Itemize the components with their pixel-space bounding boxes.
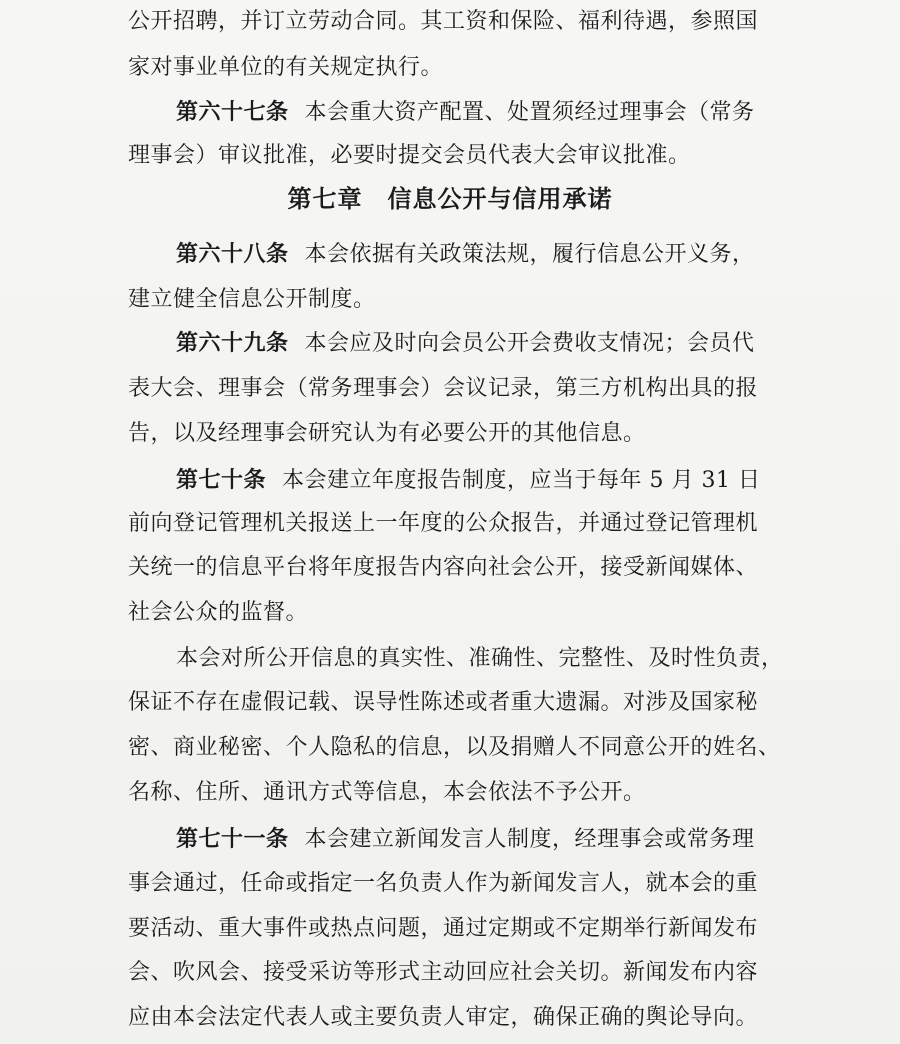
article-70-line	[176, 466, 798, 496]
article-69-heading: 第六十九条	[176, 331, 289, 356]
body-text-line: 前向登记管理机关报送上一年度的公众报告，并通过登记管理机	[128, 511, 759, 536]
article-68-text: 本会依据有关政策法规，履行信息公开义务，	[304, 242, 755, 267]
body-text-line: 本会对所公开信息的真实性、准确性、完整性、及时性负责，	[176, 646, 784, 671]
chapter-title: 第七章 信息公开与信用承诺	[287, 185, 613, 213]
body-text-line: 家对事业单位的有关规定执行。	[128, 55, 444, 80]
body-text-line: 名称、住所、通讯方式等信息，本会依法不予公开。	[128, 780, 646, 805]
article-67-line	[176, 98, 798, 128]
article-70-heading: 第七十条	[176, 468, 267, 493]
body-text-line: 会、吹风会、接受采访等形式主动回应社会关切。新闻发布内容	[128, 960, 759, 985]
body-text-line: 保证不存在虚假记载、误导性陈述或者重大遗漏。对涉及国家秘	[128, 690, 759, 715]
body-text-line: 应由本会法定代表人或主要负责人审定，确保正确的舆论导向。	[128, 1005, 759, 1030]
body-text-line: 密、商业秘密、个人隐私的信息，以及捐赠人不同意公开的姓名、	[128, 735, 781, 760]
body-text-line: 表大会、理事会（常务理事会）会议记录，第三方机构出具的报	[128, 376, 759, 401]
article-69-line	[176, 329, 798, 359]
article-69-text: 本会应及时向会员公开会费收支情况；会员代	[304, 331, 755, 356]
article-71-line	[176, 825, 798, 855]
body-text-line: 关统一的信息平台将年度报告内容向社会公开，接受新闻媒体、	[128, 555, 759, 580]
article-71-heading: 第七十一条	[176, 827, 289, 852]
body-text-line: 建立健全信息公开制度。	[128, 287, 376, 312]
article-67-text: 本会重大资产配置、处置须经过理事会（常务	[304, 100, 755, 125]
article-71-text: 本会建立新闻发言人制度，经理事会或常务理	[304, 827, 755, 852]
article-67-heading: 第六十七条	[176, 100, 289, 125]
article-70-text: 本会建立年度报告制度，应当于每年 5 月 31 日	[282, 468, 761, 493]
body-text-line: 理事会）审议批准，必要时提交会员代表大会审议批准。	[128, 143, 691, 168]
body-text-line: 社会公众的监督。	[128, 600, 309, 625]
article-68-line	[176, 240, 798, 270]
body-text-line: 事会通过，任命或指定一名负责人作为新闻发言人，就本会的重	[128, 871, 759, 896]
body-text-line: 公开招聘，并订立劳动合同。其工资和保险、福利待遇，参照国	[128, 9, 759, 34]
body-text-line: 要活动、重大事件或热点问题，通过定期或不定期举行新闻发布	[128, 916, 759, 941]
article-68-heading: 第六十八条	[176, 242, 289, 267]
body-text-line: 告，以及经理事会研究认为有必要公开的其他信息。	[128, 421, 646, 446]
